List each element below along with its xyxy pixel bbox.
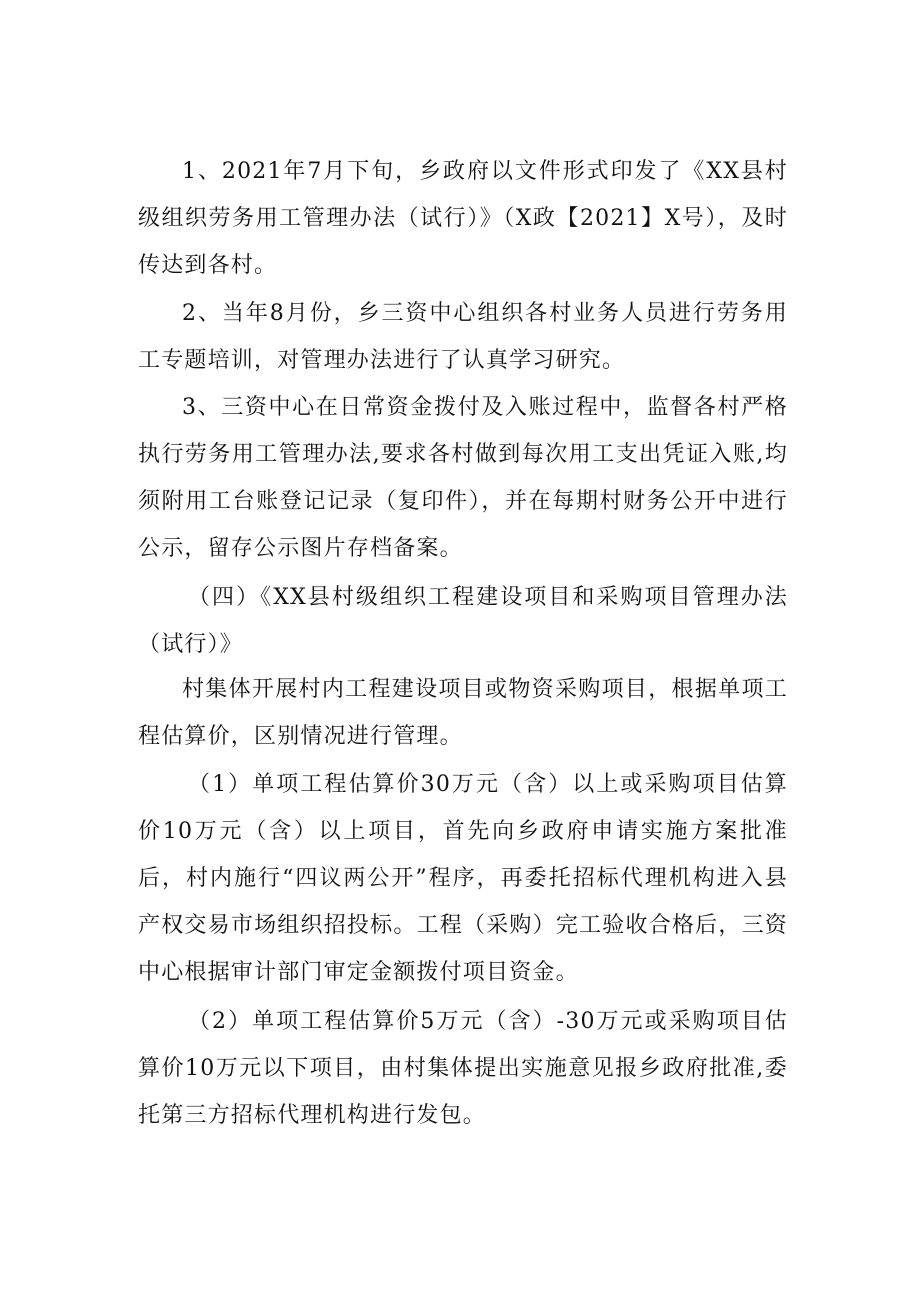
paragraph-item-3: 3、三资中心在日常资金拨付及入账过程中，监督各村严格执行劳务用工管理办法,要求各村做到每次用工支出凭证入账,均须附用工台账登记记录（复印件），并在每期村财务公开中进行公示，留存公示图片存档备案。 (138, 395, 788, 561)
paragraph-clause-1: （1）单项工程估算价30万元（含）以上或采购项目估算价10万元（含）以上项目，首先向乡政府申请实施方案批准后，村内施行“四议两公开”程序，再委托招标代理机构进入县产权交易市场组织招投标。工程（采购）完工验收合格后，三资中心根据审计部门审定金额拨付项目资金。 (138, 772, 788, 985)
paragraph-item-2: 2、当年8月份，乡三资中心组织各村业务人员进行劳务用工专题培训，对管理办法进行了认真学习研究。 (138, 301, 788, 373)
paragraph-intro: 村集体开展村内工程建设项目或物资采购项目，根据单项工程估算价，区别情况进行管理。 (138, 677, 788, 749)
section-heading-4: （四）《XX县村级组织工程建设项目和采购项目管理办法（试行）》 (138, 585, 788, 657)
paragraph-clause-2: （2）单项工程估算价5万元（含）-30万元或采购项目估算价10万元以下项目，由村集体提出实施意见报乡政府批准,委托第三方招标代理机构进行发包。 (138, 1009, 788, 1128)
paragraph-item-1: 1、2021年7月下旬，乡政府以文件形式印发了《XX县村级组织劳务用工管理办法（试行）》（X政【2021】X号），及时传达到各村。 (138, 159, 788, 278)
